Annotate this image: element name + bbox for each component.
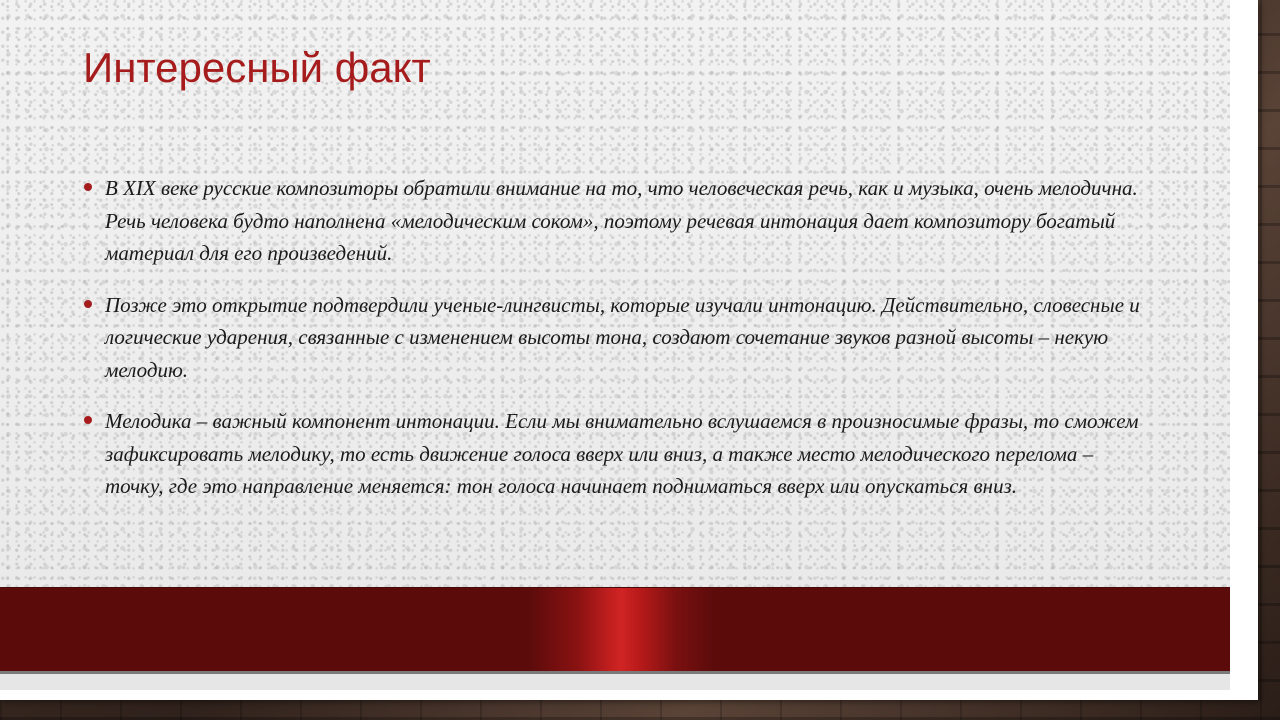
bullet-icon [84,300,92,308]
bullet-item [84,405,1154,503]
bullet-item [84,172,1154,270]
bullet-icon [84,183,92,191]
bullet-list [84,172,1154,522]
bullet-text: В XIX веке русские композиторы обратили внимание на то, что человеческая речь, как и музыка, очень мелодична. Речь человека будто наполнена «мелодическим соком», поэтому речевая интонация дает композитору богатый материал для его произведений. [105,176,1138,265]
band-bottom-strip [0,674,1230,690]
decorative-red-band [0,587,1230,675]
bullet-item [84,289,1154,387]
bullet-text: Мелодика – важный компонент интонации. Если мы внимательно вслушаемся в произносимые фразы, то сможем зафиксировать мелодику, то есть движение голоса вверх или вниз, а также место мелодического перелома – точку, где это направление меняется: тон голоса начинает подниматься вверх или опускаться вниз. [105,409,1139,498]
slide-title: Интересный факт [83,44,431,91]
bullet-icon [84,416,92,424]
bullet-text: Позже это открытие подтвердили ученые-лингвисты, которые изучали интонацию. Действительно, словесные и логические ударения, связанные с изменением высоты тона, создают сочетание звуков разной высоты – некую мелодию. [105,292,1140,382]
